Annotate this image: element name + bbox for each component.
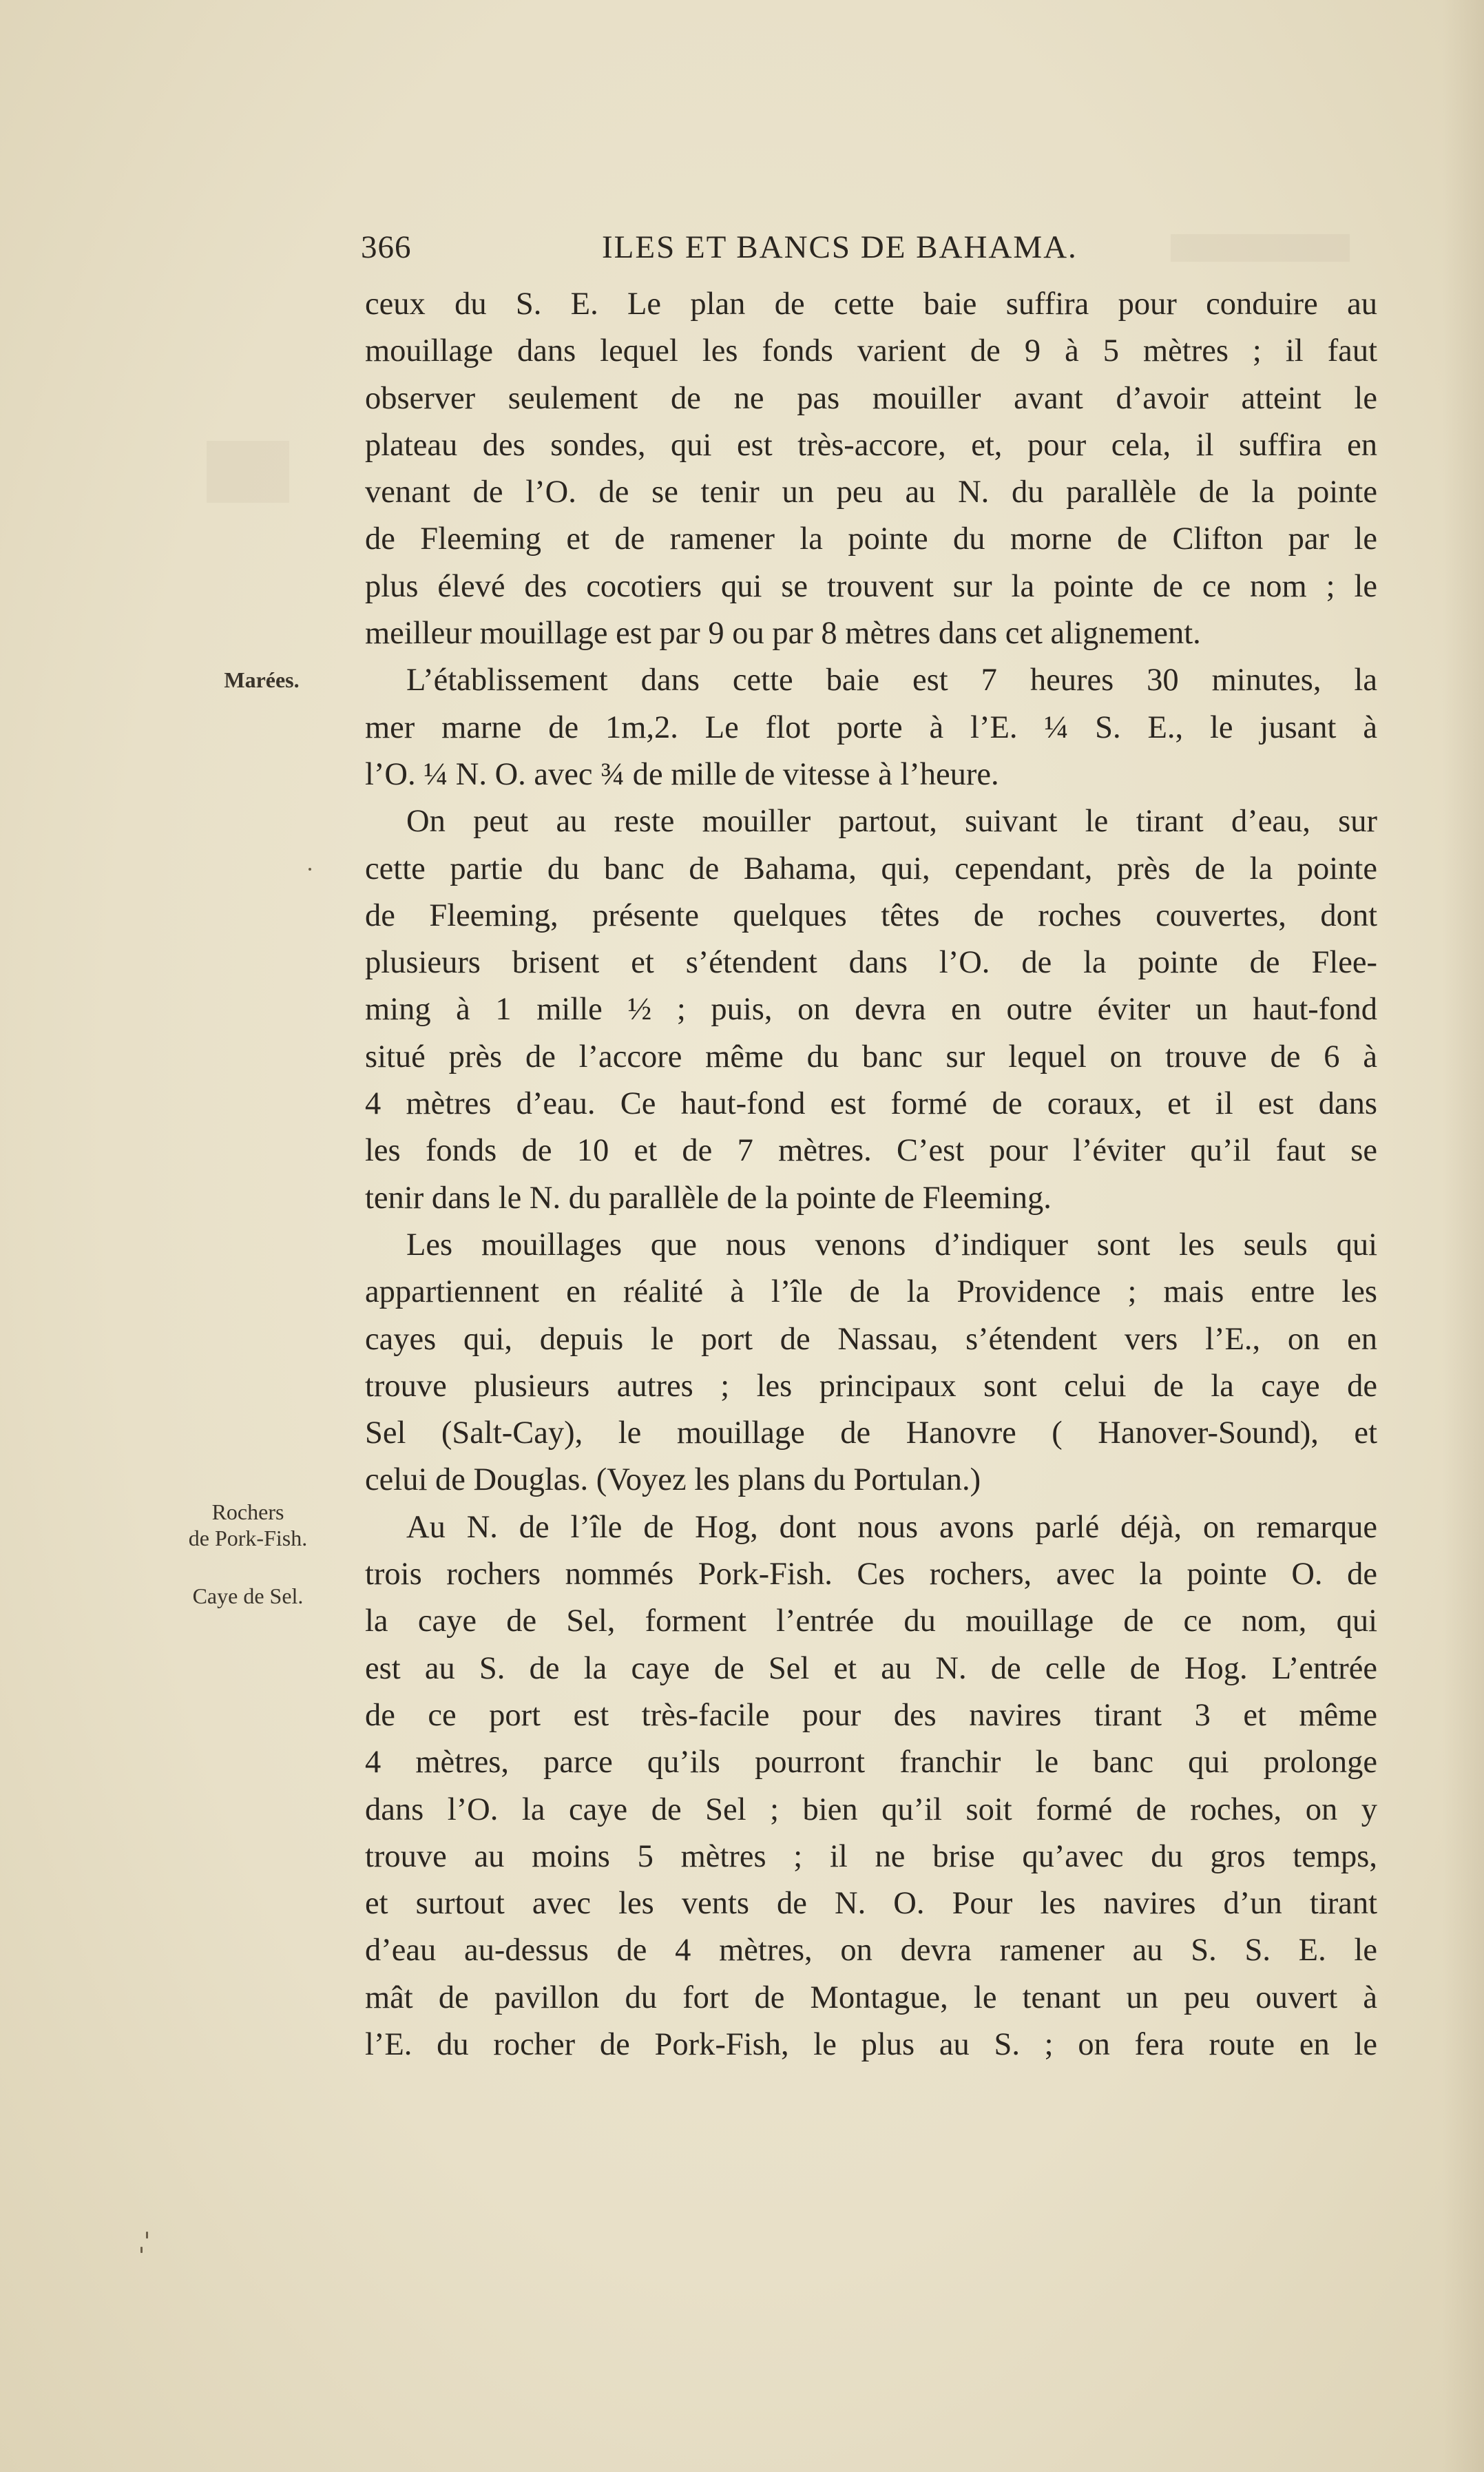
text-line: de ce port est très-facile pour des navires tirant 3 et même — [365, 1697, 1377, 1733]
text-line: mouillage dans lequel les fonds varient de 9 à 5 mètres ; il faut — [365, 333, 1377, 369]
text-line: Sel (Salt-Cay), le mouillage de Hanovre ( Hanover-Sound), et — [365, 1415, 1377, 1451]
text-line: les fonds de 10 et de 7 mètres. C’est pour l’éviter qu’il faut se — [365, 1133, 1377, 1169]
text-line: est au S. de la caye de Sel et au N. de celle de Hog. L’entrée — [365, 1650, 1377, 1686]
margin-note-text: de Pork-Fish. — [188, 1526, 308, 1550]
text-line: l’E. du rocher de Pork-Fish, le plus au S. ; on fera route en le — [365, 2026, 1377, 2062]
text-line: appartiennent en réalité à l’île de la Providence ; mais entre les — [365, 1274, 1377, 1310]
text-line: mer marne de 1m,2. Le flot porte à l’E. ¼ S. E., le jusant à — [365, 709, 1377, 745]
margin-note-caye — [169, 1583, 327, 1609]
text-line: de Fleeming et de ramener la pointe du morne de Clifton par le — [365, 521, 1377, 557]
text-line: ming à 1 mille ½ ; puis, on devra en outre éviter un haut-fond — [365, 992, 1377, 1028]
text-line: Les mouillages que nous venons d’indiquer sont les seuls qui — [406, 1227, 1377, 1263]
margin-note-text: Rochers — [211, 1499, 284, 1524]
text-line: l’O. ¼ N. O. avec ¾ de mille de vitesse à l’heure. — [365, 756, 999, 792]
text-line: mât de pavillon du fort de Montague, le tenant un peu ouvert à — [365, 1980, 1377, 2015]
body-text — [365, 281, 1377, 2068]
running-title: ILES ET BANCS DE BAHAMA. — [602, 229, 1078, 265]
text-line: observer seulement de ne pas mouiller avant d’avoir atteint le — [365, 380, 1377, 416]
text-line: plateau des sondes, qui est très-accore, et, pour cela, il suffira en — [365, 427, 1377, 463]
text-line: Au N. de l’île de Hog, dont nous avons parlé déjà, on remarque — [406, 1509, 1377, 1545]
margin-note-rochers — [162, 1499, 334, 1551]
text-line: dans l’O. la caye de Sel ; bien qu’il soit formé de roches, on y — [365, 1791, 1377, 1827]
text-line: tenir dans le N. du parallèle de la pointe de Fleeming. — [365, 1180, 1052, 1216]
margin-note-text: Caye de Sel. — [192, 1583, 304, 1608]
text-line: cayes qui, depuis le port de Nassau, s’étendent vers l’E., on en — [365, 1321, 1377, 1357]
text-line: trois rochers nommés Pork-Fish. Ces rochers, avec la pointe O. de — [365, 1557, 1377, 1592]
ink-speck — [140, 2247, 143, 2253]
text-line: cette partie du banc de Bahama, qui, cependant, près de la pointe — [365, 851, 1377, 886]
text-line: L’établissement dans cette baie est 7 heures 30 minutes, la — [406, 663, 1377, 698]
margin-note-text: Marées. — [224, 667, 300, 692]
text-line: On peut au reste mouiller partout, suivant le tirant d’eau, sur — [406, 804, 1377, 840]
text-line: 4 mètres d’eau. Ce haut-fond est formé de coraux, et il est dans — [365, 1086, 1377, 1122]
page-edge-shadow — [1443, 0, 1484, 2472]
text-line: situé près de l’accore même du banc sur lequel on trouve de 6 à — [365, 1039, 1377, 1074]
text-line: plus élevé des cocotiers qui se trouvent sur la pointe de ce nom ; le — [365, 568, 1377, 604]
page-number: 366 — [361, 229, 412, 265]
text-line: trouve au moins 5 mètres ; il ne brise qu’avec du gros temps, — [365, 1838, 1377, 1874]
text-line: de Fleeming, présente quelques têtes de roches couvertes, dont — [365, 897, 1377, 933]
text-line: d’eau au-dessus de 4 mètres, on devra ramener au S. S. E. le — [365, 1933, 1377, 1969]
text-line: plusieurs brisent et s’étendent dans l’O. de la pointe de Flee- — [365, 945, 1377, 981]
text-line: 4 mètres, parce qu’ils pourront franchir le banc qui prolonge — [365, 1745, 1377, 1780]
text-line: meilleur mouillage est par 9 ou par 8 mètres dans cet alignement. — [365, 616, 1201, 652]
margin-note-marees — [193, 667, 331, 693]
text-line: venant de l’O. de se tenir un peu au N. du parallèle de la pointe — [365, 475, 1377, 510]
text-line: la caye de Sel, forment l’entrée du mouillage de ce nom, qui — [365, 1603, 1377, 1639]
text-line: trouve plusieurs autres ; les principaux sont celui de la caye de — [365, 1368, 1377, 1404]
ink-speck — [146, 2232, 148, 2239]
ink-speck — [309, 868, 311, 871]
text-line: et surtout avec les vents de N. O. Pour les navires d’un tirant — [365, 1886, 1377, 1922]
text-line: ceux du S. E. Le plan de cette baie suffira pour conduire au — [365, 287, 1377, 322]
running-header — [361, 229, 1380, 270]
bleed-through-mark — [207, 441, 289, 503]
text-line: celui de Douglas. (Voyez les plans du Portulan.) — [365, 1462, 981, 1498]
